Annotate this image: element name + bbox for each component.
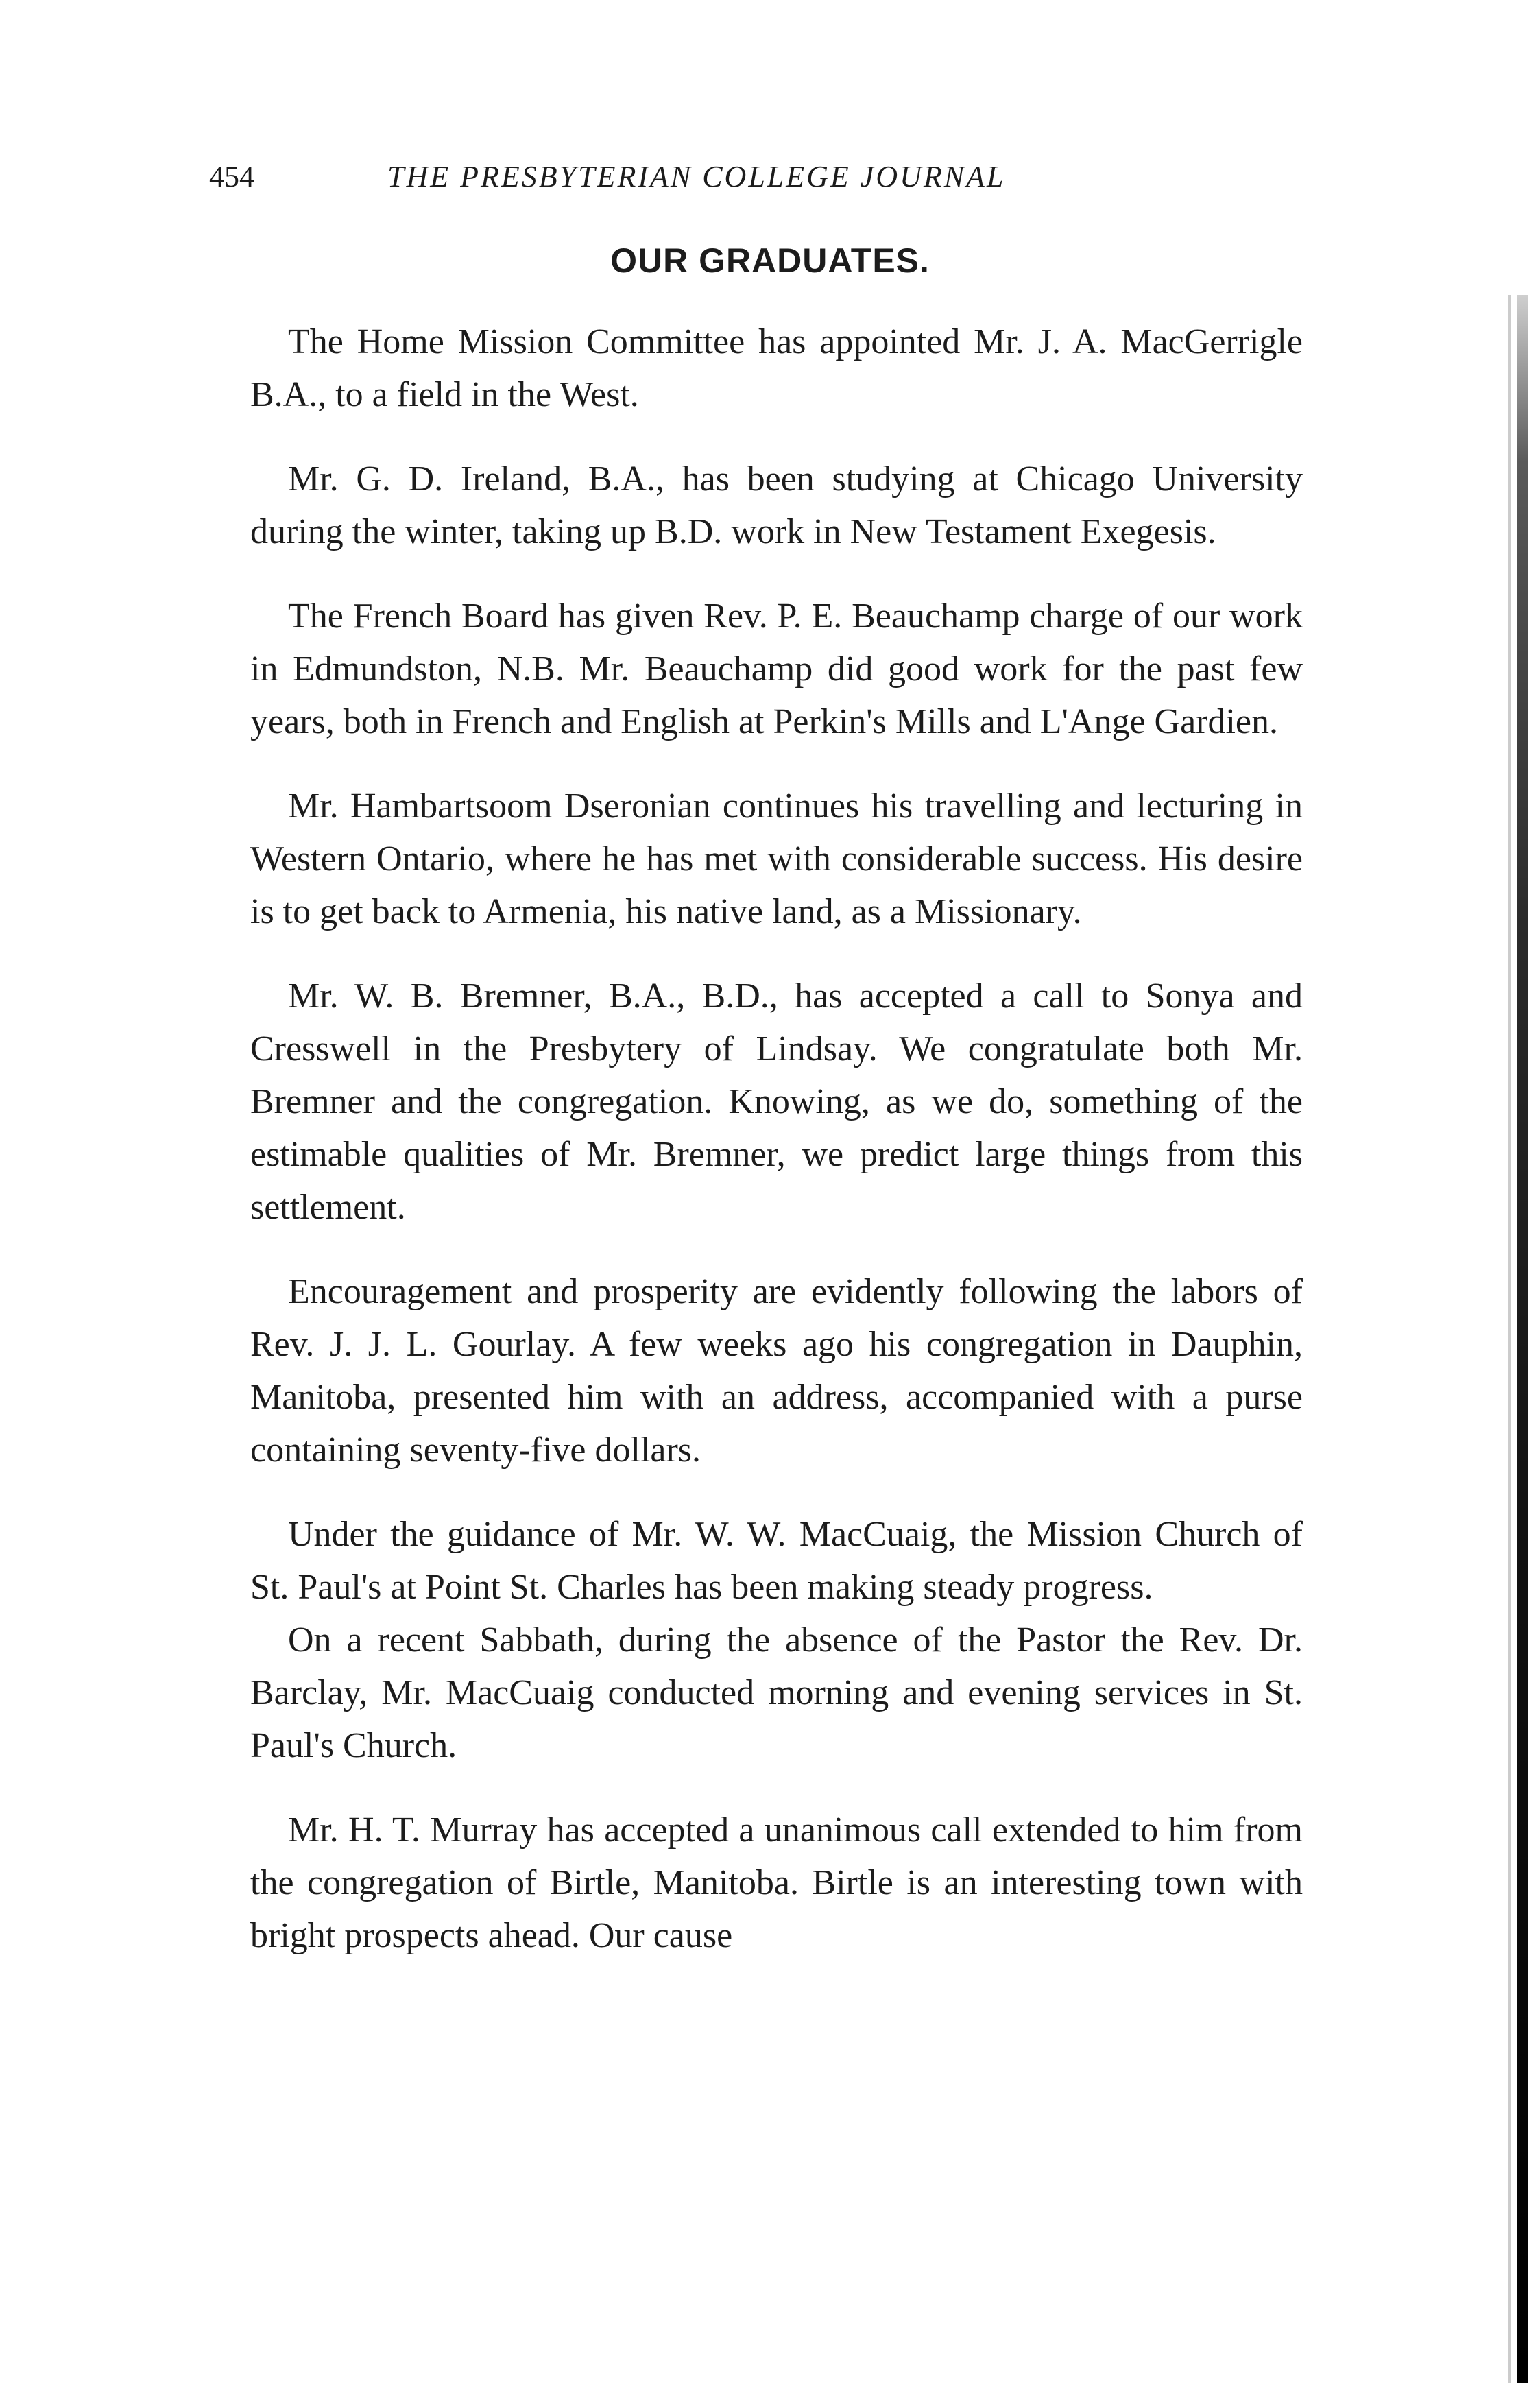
binding-shadow [1508,295,1511,2383]
journal-title: THE PRESBYTERIAN COLLEGE JOURNAL [387,160,1006,193]
running-head [209,156,1306,197]
section-heading: OUR GRADUATES. [610,241,930,280]
paragraph-murray: Mr. H. T. Murray has accepted a unanimous call extended to him from the congregation of Birtle, Manitoba. Birtle is an interesting town with bright prospects ahead. Our cause [250,1810,1303,1955]
paragraph-bremner: Mr. W. B. Bremner, B.A., B.D., has accepted a call to Sonya and Cresswell in the Presbytery of Lindsay. We congratulate both Mr. Bremner and the congregation. Knowing, as we do, something of the estimable qualities of Mr. Bremner, we predict large things from this settlement. [250,977,1303,1227]
paragraph-dseronian: Mr. Hambartsoom Dseronian continues his travelling and lecturing in Western Ontario, where he has met with considerable success. His desire is to get back to Armenia, his native land, as a Missionary. [250,787,1303,931]
paragraph-gourlay: Encouragement and prosperity are evidently following the labors of Rev. J. J. L. Gourlay. A few weeks ago his congregation in Dauphin, Manitoba, presented him with an address, accompanied with a purse containing seventy-five dollars. [250,1272,1303,1470]
page-number: 454 [209,160,254,193]
binding-edge [1517,295,1528,2383]
paragraph-maccuaig: Under the guidance of Mr. W. W. MacCuaig, the Mission Church of St. Paul's at Point St. Charles has been making steady progress. [250,1515,1303,1607]
article-body [250,315,1303,1994]
paragraph-beauchamp: The French Board has given Rev. P. E. Beauchamp charge of our work in Edmundston, N.B. Mr. Beauchamp did good work for the past few years, both in French and English at Perkin's Mills and L'Ange Gardien. [250,597,1303,741]
paragraph-ireland: Mr. G. D. Ireland, B.A., has been studying at Chicago University during the winter, taking up B.D. work in New Testament Exegesis. [250,459,1303,551]
paragraph-sabbath: On a recent Sabbath, during the absence of the Pastor the Rev. Dr. Barclay, Mr. MacCuaig conducted morning and evening services in St. Paul's Church. [250,1620,1303,1765]
paragraph-macgerrigle: The Home Mission Committee has appointed Mr. J. A. MacGerrigle B.A., to a field in the West. [250,322,1303,414]
